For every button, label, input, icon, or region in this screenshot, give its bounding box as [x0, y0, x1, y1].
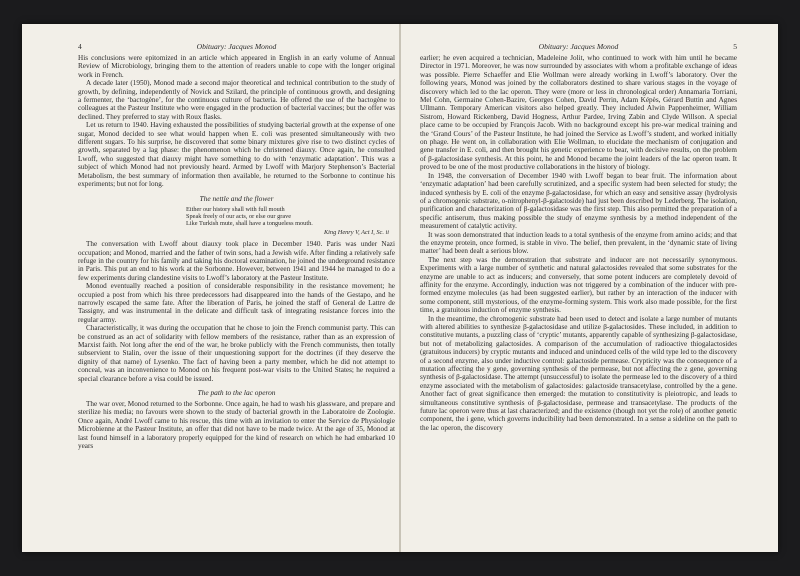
section-title-lac-operon: The path to the lac operon — [197, 388, 276, 398]
left-page-number: 4 — [78, 42, 82, 51]
verse-line: Like Turkish mute, shall have a tongueless mouth. — [186, 220, 313, 228]
paragraph: His conclusions were epitomized in an article which appeared in English in an early volume of Annual Review of Microbiology, bringing them to the attention of readers unable to cope with the longer original work in French. — [78, 54, 395, 79]
right-running-title: Obituary: Jacques Monod — [538, 42, 619, 51]
verse-attribution: King Henry V, Act I, Sc. ii — [323, 228, 389, 236]
left-page — [78, 41, 395, 450]
left-running-head — [78, 41, 395, 52]
verse-line: Speak freely of our acts, or else our grave — [186, 212, 292, 220]
right-page — [420, 41, 737, 432]
paragraph: earlier; he even acquired a technician, Madeleine Jolit, who continued to work with him until he became Director in 1971. Moreover, he was now surrounded by associates with whom a profitable exchange of ideas was possible. Pierre Schaeffer and Elie Wollman were already working in Lwoff’s laboratory. Over the following years, Monod was joined by the collaborators destined to share various stages in the voyage of discovery which led to the lac operon. They were (more or less in chronological order) Annamaria Torriani, Mel Cohn, Germaine Cohen-Bazire, Georges Cohen, David Perrin, Adam Képès, Gérard Buttin and Agnes Ullmann. Temporary American visitors also helped greatly. They included Alwin Pappenheimer, William Sistrom, Howard Rickenberg, David Hogness, Arthur Pardee, Irving Zabin and Clyde Willson. A special place came to be occupied by François Jacob. With no background except his pre-war medical training and the ‘Grand Cours’ of the Pasteur Institute, he had joined the Service as Lwoff’s student, and worked initially on phage. He went on, in collaboration with Elie Wollman, to elucidate the mechanism of conjugation and gene transfer in E. coli, and then brought his genetic experience to bear, with decisive results, on the problem of β-galactosidase synthesis. At this point, he and Monod became the joint leaders of the lac operon team. It proved to be one of the most productive collaborations in the history of biology. — [420, 54, 737, 172]
paragraph: Characteristically, it was during the occupation that he chose to join the French communist party. This can be construed as an act of solidarity with fellow members of the resistance, rather than as an expression of Marxist faith. Not long after the end of the war, he broke publicly with the French communists, then totally subservient to Stalin, over the issue of their unquestioning support for the doctrines (if they deserve the dignity of that name) of Lysenko. The fact of having been a party member, which he did not attempt to conceal, was an inconvenience to Monod on his frequent post-war visits to the United States; he required a special clearance before a visa could be issued. — [78, 324, 395, 383]
right-body-text — [420, 54, 737, 432]
paragraph: The next step was the demonstration that substrate and inducer are not necessarily synonymous. Experiments with a large number of synthetic and natural galactosides revealed that some substrates for the enzyme are unable to act as inducers; and conversely, that some potent inducers are completely devoid of affinity for the enzyme. Accordingly, induction was not triggered by a combination of the inducer with pre-formed enzyme molecules (as had been suggested earlier), but rather by an interaction of the inducer with some component, still mysterious, of the enzyme-forming system. This work also made possible, for the first time, a gratuitous induction of enzyme synthesis. — [420, 255, 737, 315]
paragraph: The conversation with Lwoff about diauxy took place in December 1940. Paris was under Nazi occupation; and Monod, married and the father of twin sons, had a Jewish wife. After finding a relatively safe refuge in the country for his family and taking his doctoral examination, he joined the underground resistance in Paris. This put an end to his work at the Sorbonne. However, between 1941 and 1944 he managed to do a few experiments during clandestine visits to Lwoff’s laboratory at the Pasteur Institute. — [78, 240, 395, 282]
right-running-head — [420, 41, 737, 52]
left-body-text — [78, 54, 395, 450]
paragraph: In 1948, the conversation of December 1940 with Lwoff began to bear fruit. The information about ‘enzymatic adaptation’ had been carefully scrutinized, and a specific system had been selected for study; the induced synthesis by E. coli of the enzyme β-galactosidase, for which an easy and sensitive assay (hydrolysis of a chromogenic substrate, o-nitrophenyl-β-galactoside) had just been described by Lederberg. The isolation, purification and characterization of β-galactosidase was the first step. This also permitted the preparation of a specific antiserum, thus making possible the study of enzyme synthesis by a method independent of the measurement of catalytic activity. — [420, 171, 737, 231]
verse-line: Either our history shall with full mouth — [186, 205, 285, 213]
paragraph: In the meantime, the chromogenic substrate had been used to detect and isolate a large number of mutants with altered abilities to synthesize β-galactosidase and utilize β-galactosides. These included, in addition to constitutive mutants, a puzzling class of ‘cryptic’ mutants, apparently capable of synthesizing β-galactosidase, but not of metabolizing galactosides. A comparison of the accumulation of radioactive thiogalactosides (gratuitous inducers) by cryptic mutants and induced and uninduced cells of the wild type led to the discovery of a second enzyme, also under inductive control: galactoside permease. Crypticity was the consequence of a mutation affecting the y gene, governing synthesis of the permease, but not affecting the z gene, governing synthesis of β-galactosidase. The attempt (unsuccessful) to isolate the permease led to the discovery of a third enzyme associated with the metabolism of galactosides: galactoside transacetylase, controlled by the a gene. Another fact of great significance then emerged: the mutation to constitutivity is pleiotropic, and leads to simultaneous constitutive synthesis of β-galactosidase, permease and transacetylase. The products of the future lac operon were thus at last characterized; and the existence (though not yet the role) of another genetic component, the i gene, which governs inducibility had been demonstrated. In a sense a sideline on the path to the lac operon, the discovery — [420, 314, 737, 432]
paragraph: Monod eventually reached a position of considerable responsibility in the resistance movement; he occupied a post from which his three predecessors had disappeared into the hands of the Gestapo, and he narrowly escaped the same fate. After the liberation of Paris, he joined the staff of General de Lattre de Tassigny, and was instrumental in the delicate and difficult task of integrating resistance forces into the regular army. — [78, 282, 395, 324]
paragraph: Let us return to 1940. Having exhausted the possibilities of studying bacterial growth at the expense of one sugar, Monod decided to see what would happen when E. coli was presented simultaneously with two different sugars. To his surprise, he discovered that some binary mixtures give rise to two distinct cycles of growth, separated by a lag phase: the phenomenon which he christened diauxy. Once again, he consulted Lwoff, who suggested that diauxy might have something to do with ‘enzymatic adaptation’. This was a subject of which Monod had not previously heard. Armed by Lwoff with Marjory Stephenson’s Bacterial Metabolism, the best summary of information then available, he returned to the Sorbonne to continue his experiments; but not for long. — [78, 121, 395, 189]
book-gutter — [399, 24, 401, 552]
paragraph: A decade later (1950), Monod made a second major theoretical and technical contribution to the study of growth, by defining, independently of Novick and Szilard, the principle of continuous growth, and designing a fermenter, the ‘bactogène’, for the continuous culture of bacteria. He offered the use of the bactogène to colleagues at the Pasteur Institute who were engaged in the production of bacterial vaccines; but the offer was declined. They preferred to stay with Roux flasks. — [78, 79, 395, 121]
right-page-number: 5 — [733, 42, 737, 51]
section-title-nettle: The nettle and the flower — [199, 193, 274, 203]
journal-spread — [22, 24, 778, 552]
left-running-title: Obituary: Jacques Monod — [196, 42, 277, 51]
paragraph: It was soon demonstrated that induction leads to a total synthesis of the enzyme from amino acids; and that the enzyme protein, once formed, is stable in vivo. The belief, then prevalent, in the ‘dynamic state of living matter’ had been dealt a serious blow. — [420, 230, 737, 256]
verse-quote — [186, 206, 395, 237]
paragraph: The war over, Monod returned to the Sorbonne. Once again, he had to wash his glassware, and prepare and sterilize his media; no favours were shown to the study of bacterial growth in the Laboratoire de Zoologie. Once again, André Lwoff came to his rescue, this time with an invitation to enter the Service de Physiologie Microbienne at the Pasteur Institute, an offer that did not have to be made twice. At the age of 35, Monod at last found himself in a laboratory properly equipped for the kind of research on which he had embarked 10 years — [78, 400, 395, 451]
